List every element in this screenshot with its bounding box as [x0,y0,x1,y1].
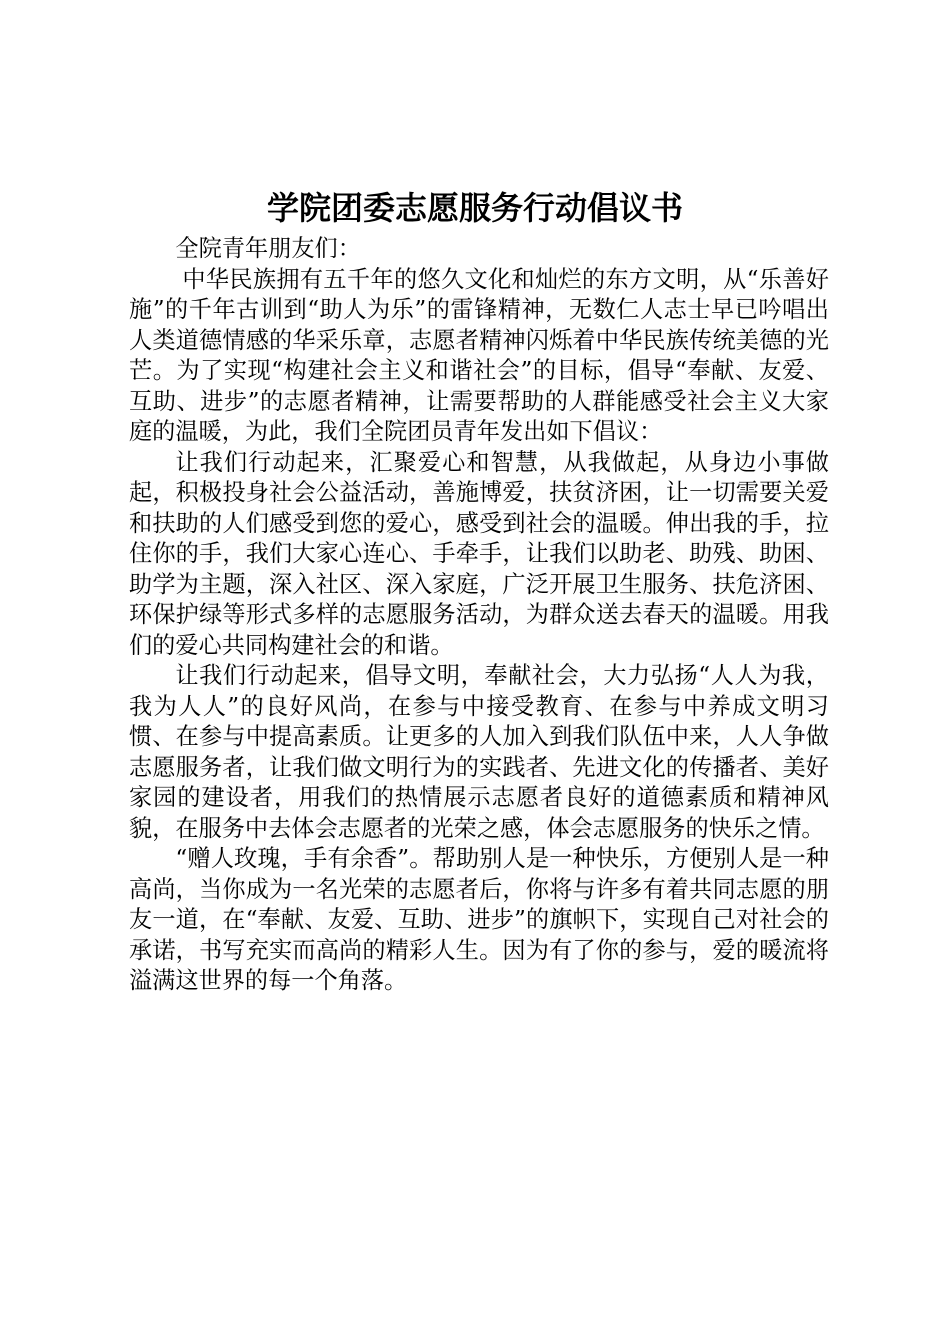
document-title: 学院团委志愿服务行动倡议书 [266,189,683,227]
paragraph-2: 让我们行动起来，汇聚爱心和智慧，从我做起，从身边小事做起，积极投身社会公益活动，善施博爱，扶贫济困，让一切需要关爱和扶助的人们感受到您的爱心，感受到社会的温暖。伸出我的手，拉住你的手，我们大家心连心、手牵手，让我们以助老、助残、助困、助学为主题，深入社区、深入家庭，广泛开展卫生服务、扶危济困、环保护绿等形式多样的志愿服务活动，为群众送去春天的温暖。用我们的爱心共同构建社会的和谐。 [129,448,829,659]
paragraph-3: 让我们行动起来，倡导文明，奉献社会，大力弘扬“人人为我，我为人人”的良好风尚，在参与中接受教育、在参与中养成文明习惯、在参与中提高素质。让更多的人加入到我们队伍中来，人人争做志愿服务者，让我们做文明行为的实践者、先进文化的传播者、美好家园的建设者，用我们的热情展示志愿者良好的道德素质和精神风貌，在服务中去体会志愿者的光荣之感，体会志愿服务的快乐之情。 [129,662,829,842]
salutation: 全院青年朋友们： [175,235,361,262]
paragraph-4: “赠人玫瑰，手有余香”。帮助别人是一种快乐，方便别人是一种高尚，当你成为一名光荣的志愿者后，你将与许多有着共同志愿的朋友一道，在“奉献、友爱、互助、进步”的旗帜下，实现自己对社会的承诺，书写充实而高尚的精彩人生。因为有了你的参与，爱的暖流将溢满这世界的每一个角落。 [129,845,829,994]
paragraph-1: 中华民族拥有五千年的悠久文化和灿烂的东方文明，从“乐善好施”的千年古训到“助人为乐”的雷锋精神，无数仁人志士早已吟唱出人类道德情感的华采乐章，志愿者精神闪烁着中华民族传统美德的光芒。为了实现“构建社会主义和谐社会”的目标，倡导“奉献、友爱、互助、进步”的志愿者精神，让需要帮助的人群能感受社会主义大家庭的温暖，为此，我们全院团员青年发出如下倡议： [129,265,829,445]
document-body [129,234,829,997]
